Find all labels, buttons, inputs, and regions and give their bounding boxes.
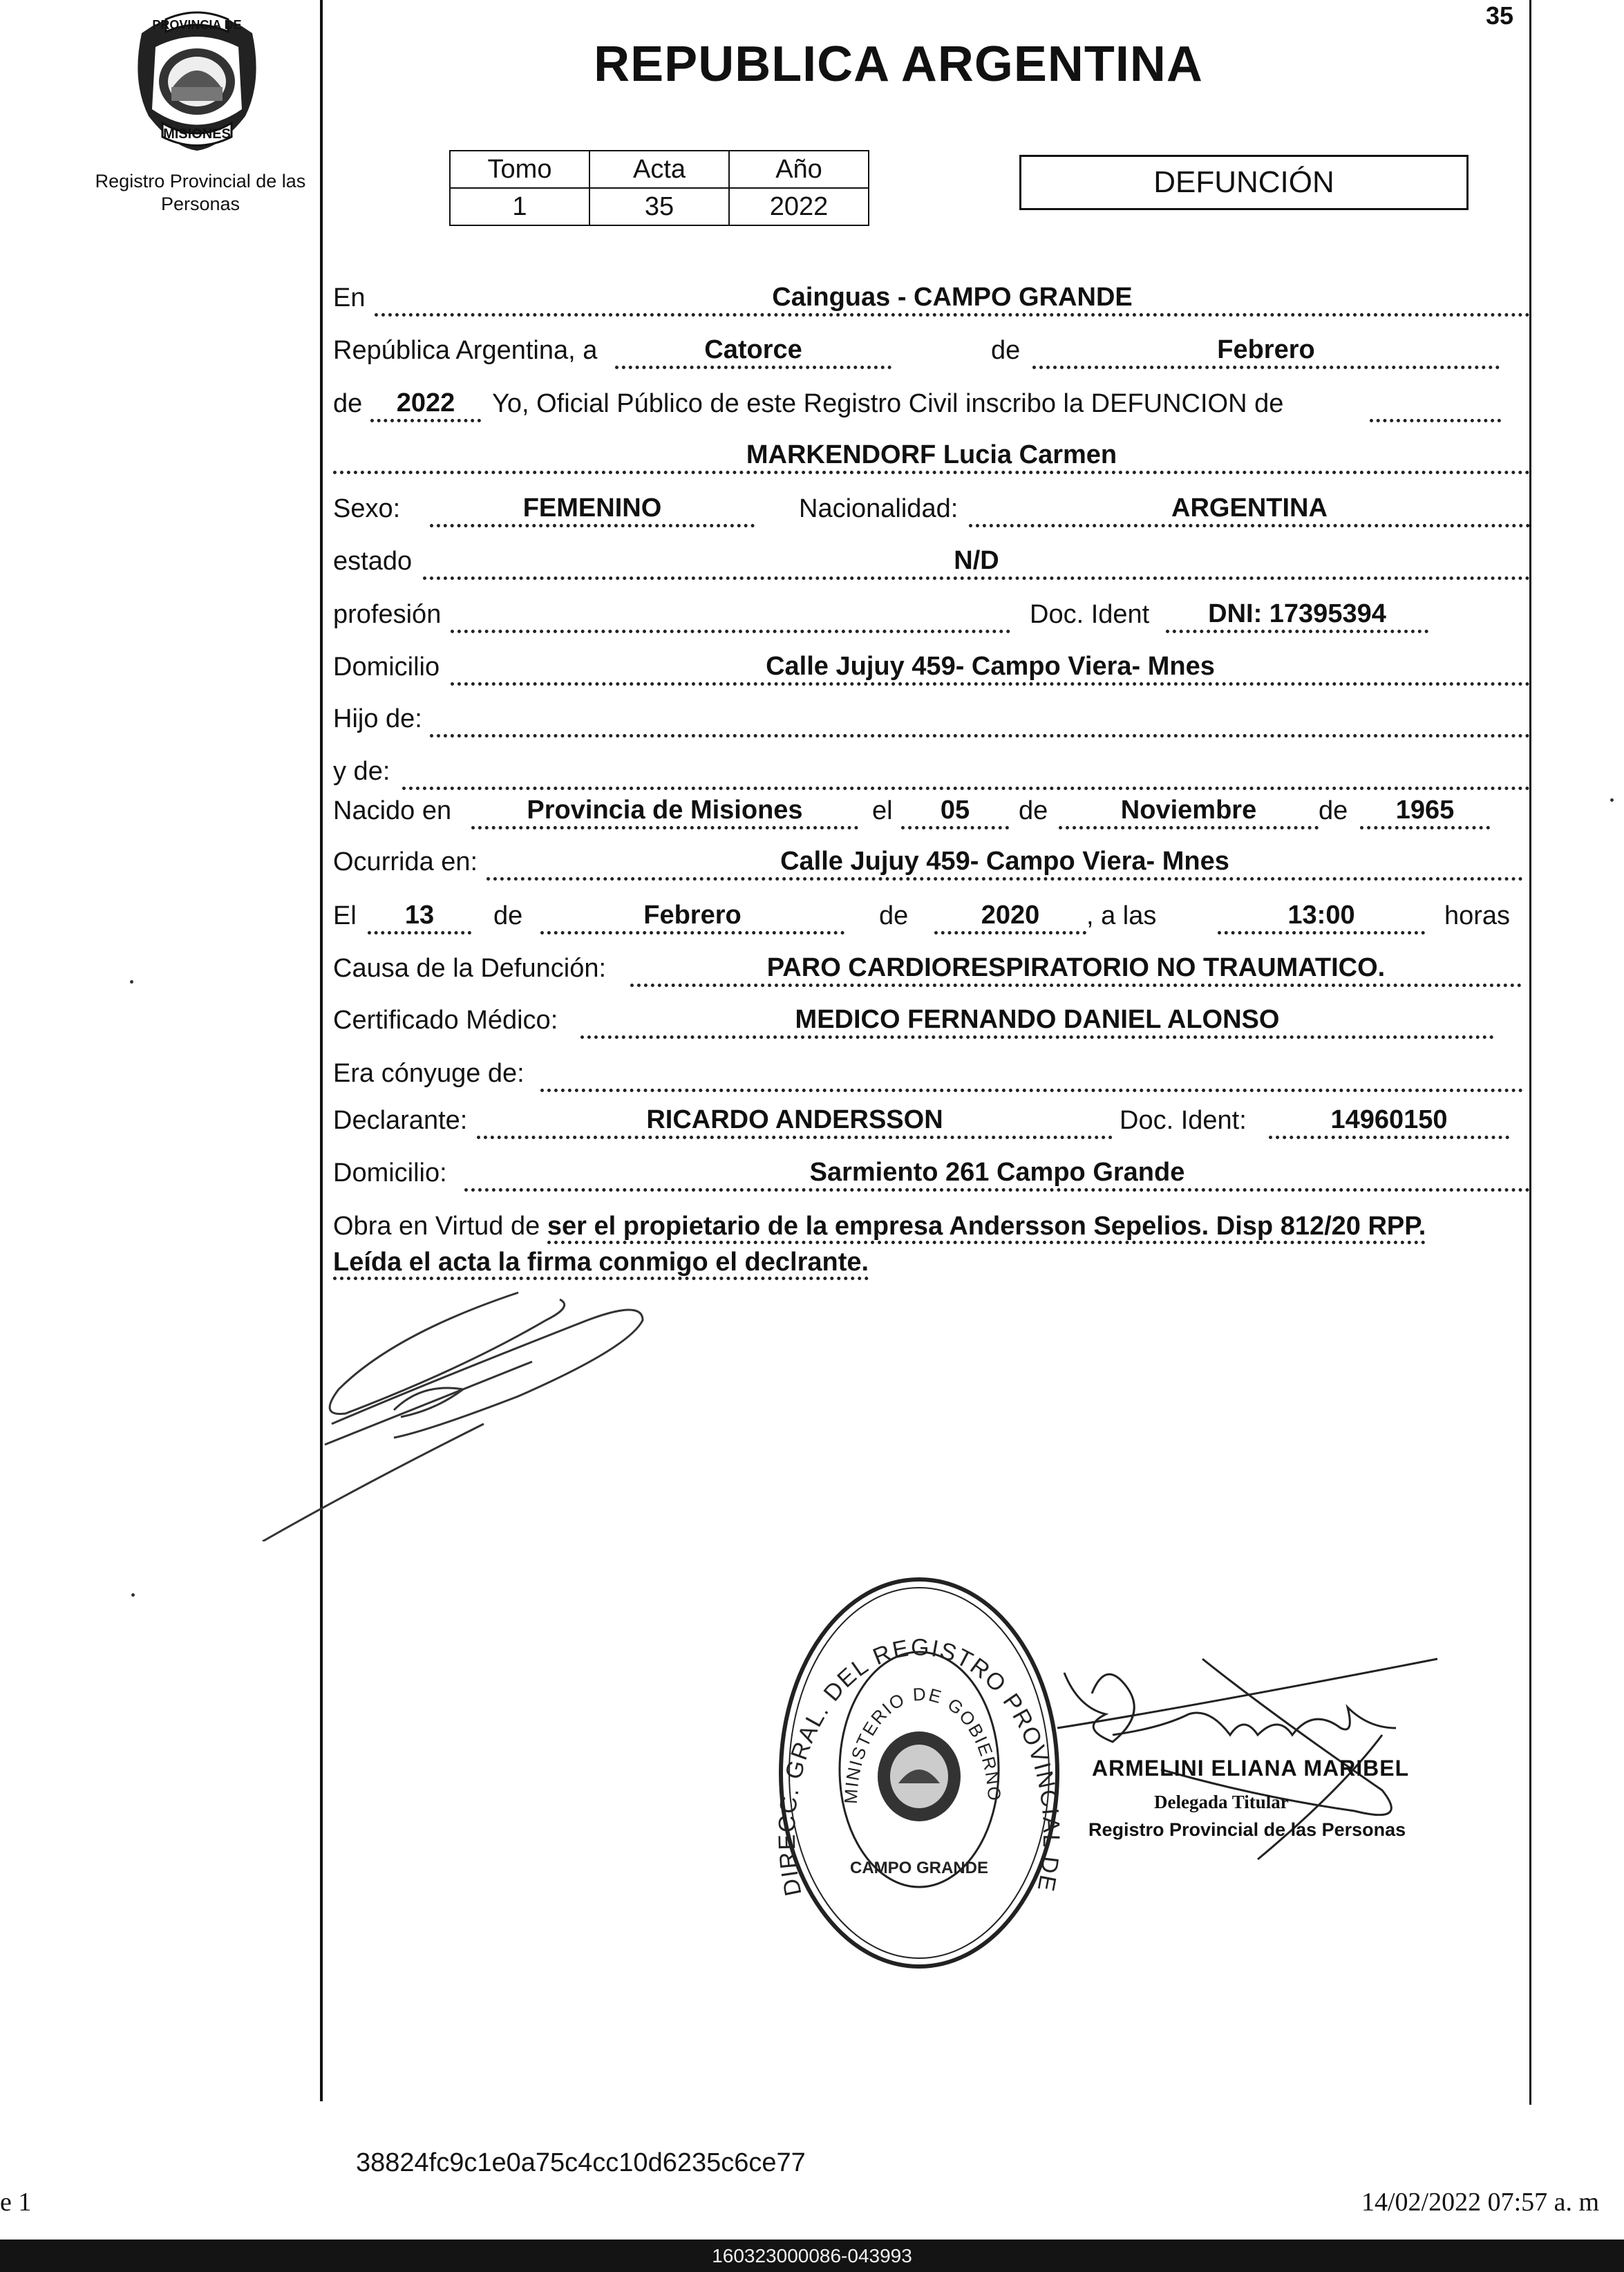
occurred-value: Calle Jujuy 459- Campo Viera- Mnes: [487, 847, 1523, 881]
row-occurred: [333, 847, 1530, 882]
date-day: Catorce: [615, 336, 891, 369]
death-de1: de: [493, 901, 523, 930]
barcode-strip: 160323000086-043993: [0, 2240, 1624, 2272]
obra-paragraph: [333, 1208, 1536, 1280]
sex-label: Sexo:: [333, 494, 401, 523]
declarant-doc-label: Doc. Ident:: [1120, 1106, 1247, 1135]
nationality-value: ARGENTINA: [969, 494, 1530, 527]
left-margin-line: [320, 0, 323, 2101]
death-time: 13:00: [1218, 901, 1425, 935]
document-hash: 38824fc9c1e0a75c4cc10d6235c6ce77: [356, 2148, 806, 2177]
certificate-value: MEDICO FERNANDO DANIEL ALONSO: [580, 1006, 1494, 1039]
obra-line2: Leída el acta la firma conmigo el declrante.: [333, 1248, 869, 1280]
scan-mark: [131, 1593, 135, 1597]
birth-el: el: [872, 796, 893, 825]
birth-month: Noviembre: [1059, 796, 1319, 829]
registry-name: Registro Provincial de las Personas: [95, 171, 306, 214]
province-crest-logo: [124, 6, 270, 154]
page-number: 35: [1486, 1, 1514, 30]
timestamp: 14/02/2022 07:57 a. m: [1361, 2188, 1600, 2217]
profession-value: [451, 600, 1010, 633]
row-location: [333, 283, 1530, 318]
date-label: República Argentina, a: [333, 336, 598, 365]
row-year: [333, 389, 1530, 424]
doc-ident-label: Doc. Ident: [1030, 600, 1150, 629]
row-declarant-address: [333, 1158, 1530, 1193]
official-registry: Registro Provincial de las Personas: [1088, 1819, 1406, 1840]
year-de: de: [333, 389, 363, 418]
official-name: ARMELINI ELIANA MARIBEL: [1092, 1756, 1410, 1781]
address-value: Calle Jujuy 459- Campo Viera- Mnes: [451, 653, 1530, 686]
death-date-label: El: [333, 901, 357, 930]
child-of-label: Hijo de:: [333, 704, 422, 733]
obra-line1: ser el propietario de la empresa Andersson Sepelios. Disp 812/20 RPP.: [547, 1212, 1426, 1244]
location-value: Cainguas - CAMPO GRANDE: [375, 283, 1530, 317]
address-label: Domicilio: [333, 653, 440, 682]
nationality-label: Nacionalidad:: [799, 494, 959, 523]
svg-text:MISIONES: MISIONES: [163, 126, 231, 142]
svg-text:CAMPO GRANDE: CAMPO GRANDE: [849, 1859, 989, 1877]
occurred-label: Ocurrida en:: [333, 847, 478, 876]
declarant-doc-value: 14960150: [1269, 1106, 1509, 1139]
official-role: Delegada Titular: [1154, 1792, 1289, 1812]
spouse-label: Era cónyuge de:: [333, 1059, 525, 1088]
birth-label: Nacido en: [333, 796, 452, 825]
declarant-label: Declarante:: [333, 1106, 468, 1135]
row-and-of: [333, 757, 1530, 791]
death-month: Febrero: [540, 901, 844, 935]
and-of-value: [402, 757, 1530, 790]
death-year: 2020: [934, 901, 1086, 935]
death-day: 13: [368, 901, 471, 935]
declarant-address-value: Sarmiento 261 Campo Grande: [464, 1158, 1530, 1192]
page-label: e 1: [0, 2188, 32, 2217]
ref-value-anio: 2022: [729, 188, 869, 225]
row-death-date: [333, 901, 1530, 936]
year-trailing-fill: [1370, 389, 1501, 422]
year-value: 2022: [370, 389, 481, 422]
birth-de2: de: [1319, 796, 1348, 825]
profession-label: profesión: [333, 600, 442, 629]
row-deceased-name: [333, 441, 1530, 476]
child-of-value: [430, 704, 1530, 738]
row-cause: [333, 954, 1530, 988]
row-sex-nationality: [333, 494, 1530, 529]
ref-header-tomo: Tomo: [450, 151, 589, 188]
year-text: Yo, Oficial Público de este Registro Civil inscribo la DEFUNCION de: [492, 389, 1284, 418]
marital-status-label: estado: [333, 547, 413, 576]
declarant-address-label: Domicilio:: [333, 1158, 447, 1187]
certificate-label: Certificado Médico:: [333, 1006, 558, 1035]
date-month: Febrero: [1032, 336, 1500, 369]
deceased-name: MARKENDORF Lucia Carmen: [333, 441, 1530, 474]
death-de2: de: [879, 901, 909, 930]
registry-seal: [760, 1569, 1078, 1984]
scan-mark: [130, 980, 133, 984]
doc-ident-value: DNI: 17395394: [1166, 600, 1428, 633]
and-of-label: y de:: [333, 757, 390, 786]
svg-text:MINISTERIO DE GOBIERNO: MINISTERIO DE GOBIERNO: [840, 1683, 1005, 1805]
record-type-box: DEFUNCIÓN: [1019, 155, 1469, 210]
reference-table: [449, 150, 869, 226]
obra-label: Obra en Virtud de: [333, 1212, 540, 1241]
birth-place: Provincia de Misiones: [471, 796, 858, 829]
cause-label: Causa de la Defunción:: [333, 954, 607, 983]
row-address: [333, 653, 1530, 687]
ref-header-acta: Acta: [589, 151, 729, 188]
row-profession: [333, 600, 1530, 635]
birth-de1: de: [1019, 796, 1048, 825]
row-declarant: [333, 1106, 1530, 1140]
location-label: En: [333, 283, 366, 312]
cause-value: PARO CARDIORESPIRATORIO NO TRAUMATICO.: [630, 954, 1522, 987]
death-horas: horas: [1444, 901, 1511, 930]
ref-value-acta: 35: [589, 188, 729, 225]
row-marital-status: [333, 547, 1530, 581]
svg-text:PROVINCIA DE: PROVINCIA DE: [152, 18, 242, 32]
birth-day: 05: [901, 796, 1009, 829]
ref-header-anio: Año: [729, 151, 869, 188]
row-certificate: [333, 1006, 1530, 1040]
birth-year: 1965: [1360, 796, 1490, 829]
page-title: REPUBLICA ARGENTINA: [594, 37, 1203, 92]
row-child-of: [333, 704, 1530, 739]
marital-status-value: N/D: [423, 547, 1530, 580]
declarant-signature: [256, 1279, 670, 1541]
declarant-value: RICARDO ANDERSSON: [477, 1106, 1113, 1139]
scan-mark: [1610, 798, 1614, 802]
sex-value: FEMENINO: [430, 494, 755, 527]
ref-value-tomo: 1: [450, 188, 589, 225]
row-birth: [333, 796, 1530, 831]
svg-text:DIRECC. GRAL. DEL REGISTRO PRO: DIRECC. GRAL. DEL REGISTRO PROVINCIAL DE: [773, 1634, 1065, 1899]
date-de: de: [991, 336, 1021, 365]
death-a-las: , a las: [1086, 901, 1157, 930]
spouse-value: [540, 1059, 1523, 1092]
row-date: [333, 336, 1530, 370]
row-spouse: [333, 1059, 1530, 1093]
